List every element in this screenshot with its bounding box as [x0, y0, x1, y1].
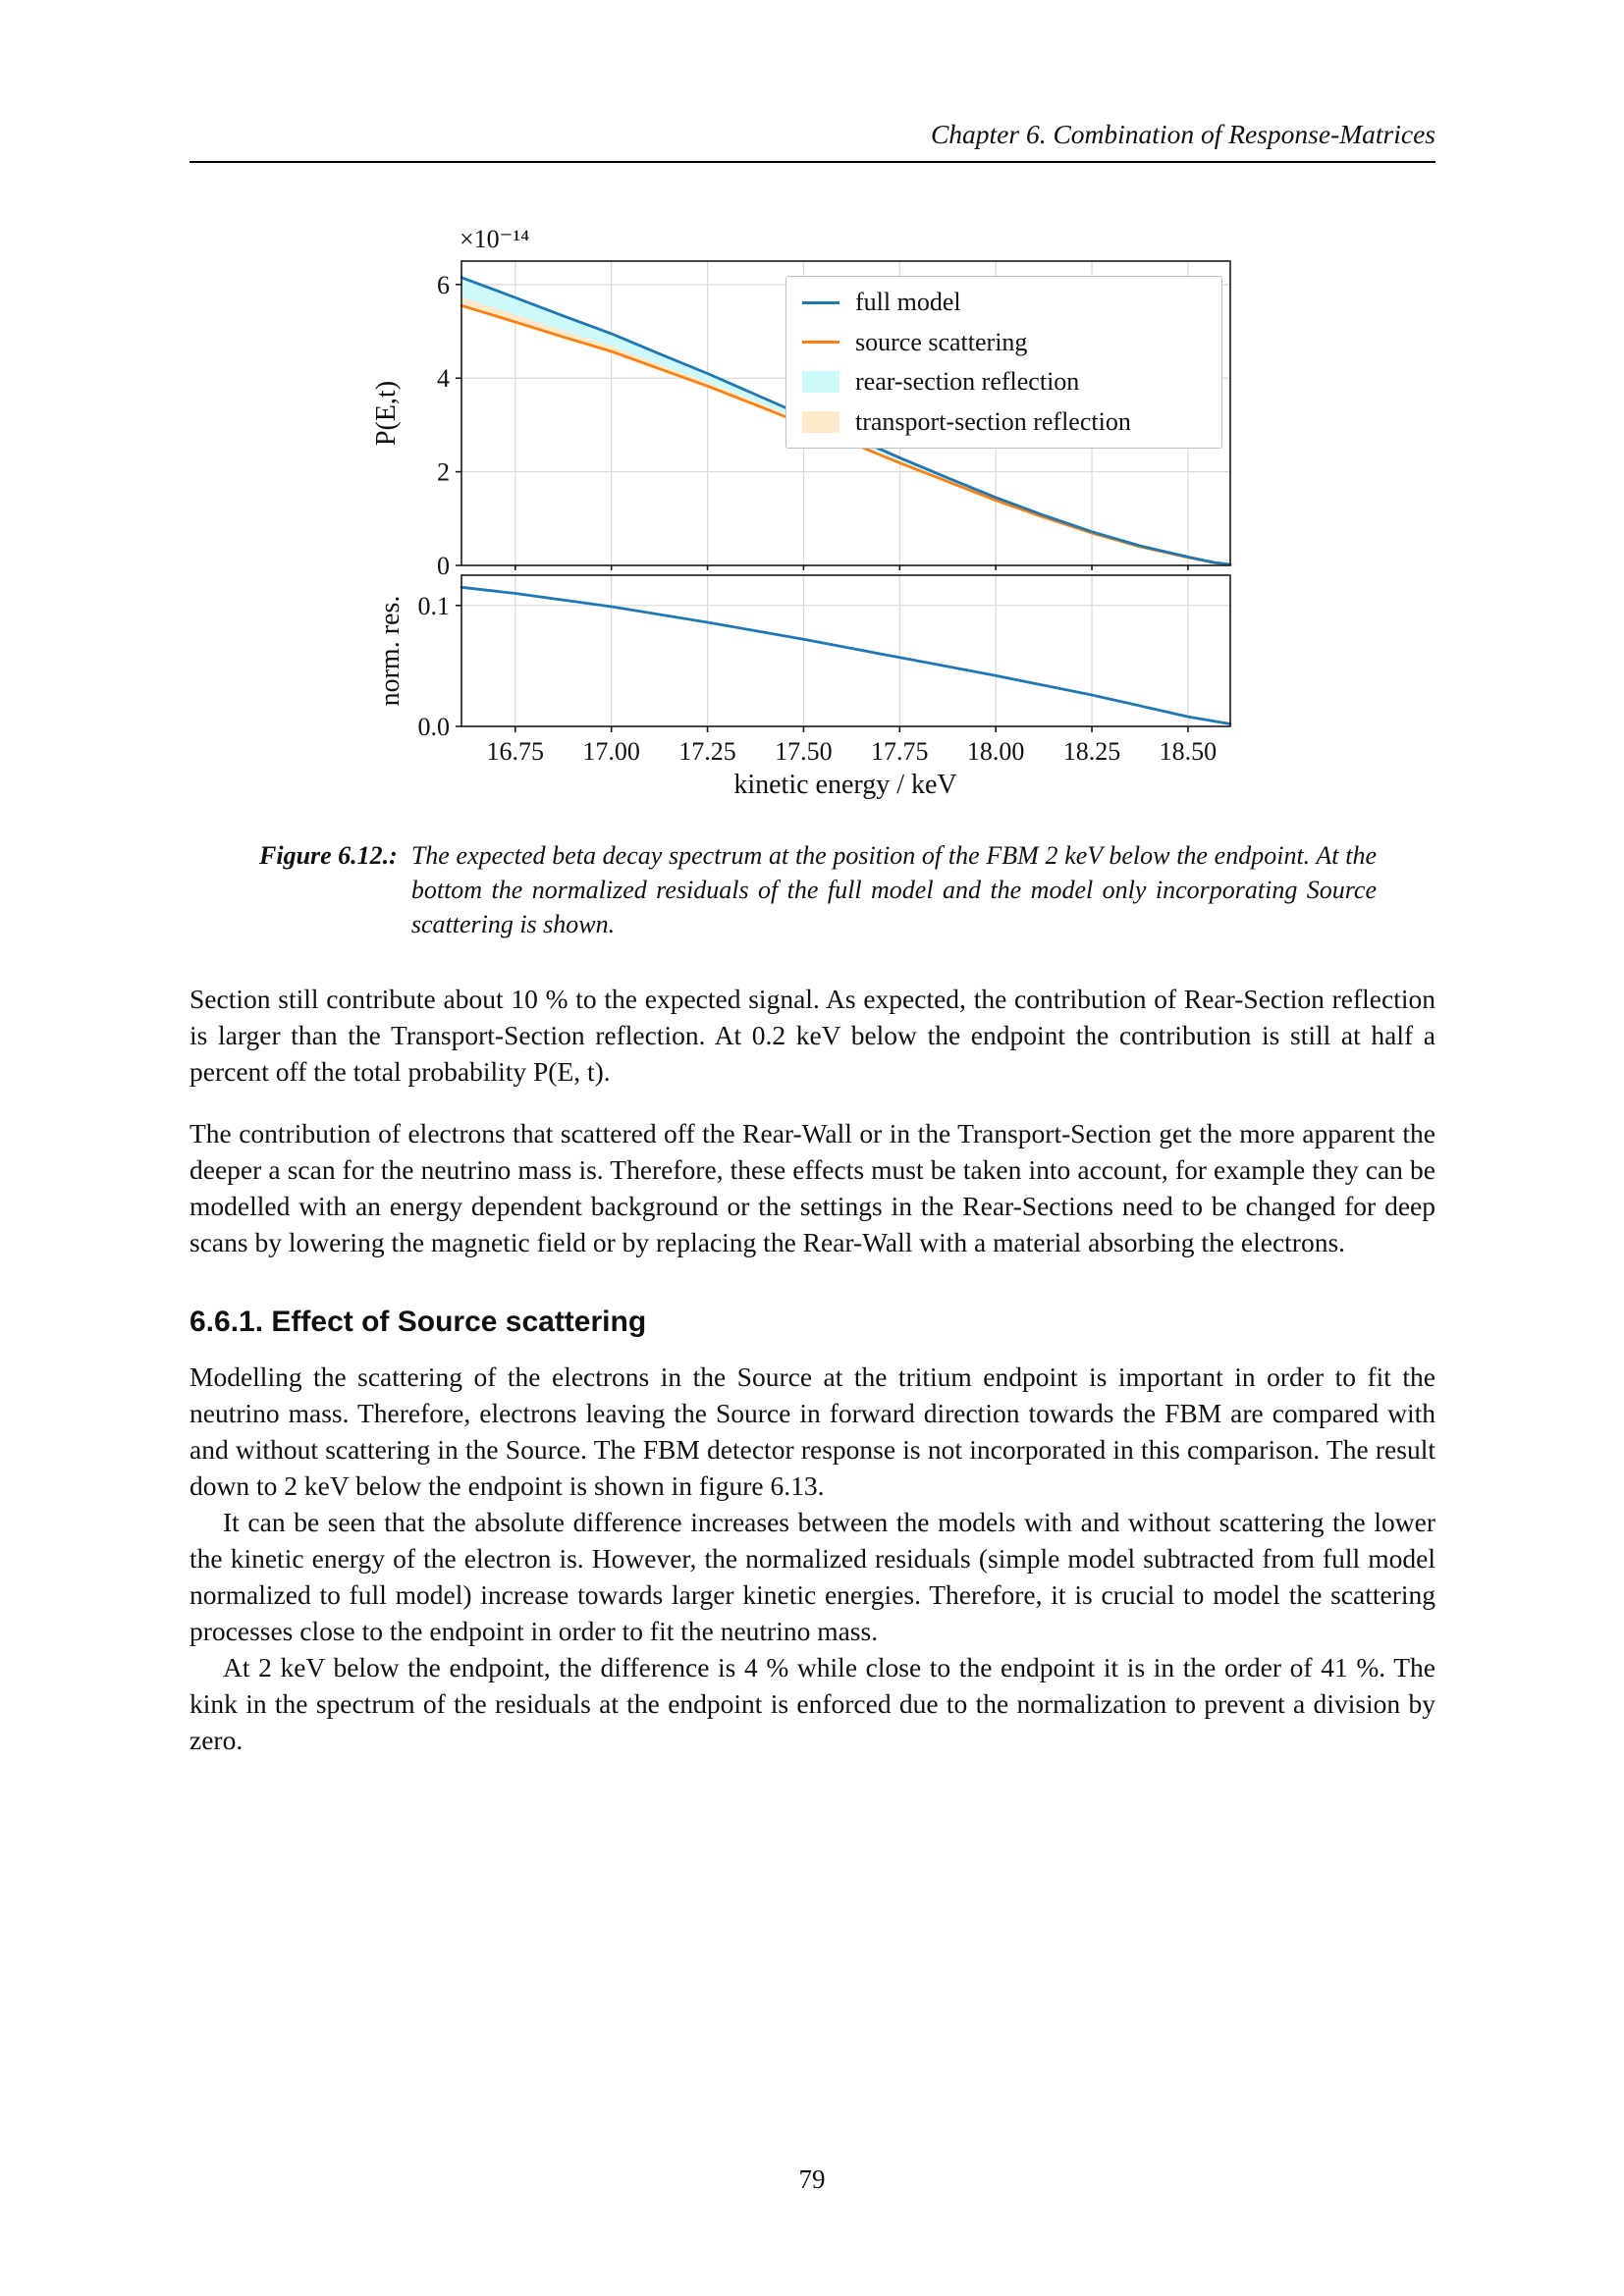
legend-label: transport-section reflection [855, 406, 1131, 436]
paragraph-absolute-difference: It can be seen that the absolute difference increases between the models with and without scattering the lower the kinetic energy of the electron is. However, the normalized residuals (simple model subtracted from full model normalized to full model) increase towards larger kinetic energies. Therefore, it is crucial to model the scattering processes close to the endpoint in order to fit the neutrino mass. [189, 1507, 1435, 1646]
legend-label: rear-section reflection [855, 367, 1080, 397]
svg-text:17.00: 17.00 [582, 737, 640, 766]
svg-text:18.50: 18.50 [1159, 737, 1218, 766]
svg-text:6: 6 [437, 270, 450, 299]
figure-caption-text: The expected beta decay spectrum at the position of the FBM 2 keV below the endpoint. At the bottom the normalized residuals of the full model and the model only incorporating Source scattering is shown. [410, 841, 1377, 938]
svg-text:0.0: 0.0 [417, 713, 450, 741]
paragraph-kink-normalization: At 2 keV below the endpoint, the difference is 4 % while close to the endpoint it is in the order of 41 %. The kink in the spectrum of the residuals at the endpoint is enforced due to the normalization to prevent a division by zero. [189, 1652, 1435, 1755]
legend-item-source-scattering [786, 328, 1221, 357]
y-offset-text: ×10⁻¹⁴ [460, 225, 530, 253]
legend-item-full-model [786, 288, 1221, 317]
paragraph-source-scattering-intro: Modelling the scattering of the electrons in the Source at the tritium endpoint is important in order to fit the neutrino mass. Therefore, electrons leaving the Source in forward direction towards the FBM are compared with and without scattering in the Source. The FBM detector response is not incorporated in this comparison. The result down to 2 keV below the endpoint is shown in figure 6.13. [189, 1362, 1435, 1501]
paragraph-rear-wall-scattering: The contribution of electrons that scattered off the Rear-Wall or in the Transport-Section get the more apparent the deeper a scan for the neutrino mass is. Therefore, these effects must be taken into account, for example they can be modelled with an energy dependent background or the settings in the Rear-Sections need to be changed for deep scans by lowering the magnetic field or by replacing the Rear-Wall with a material absorbing the electrons. [189, 1118, 1435, 1257]
top-ylabel: P(E,t) [371, 380, 402, 447]
xlabel: kinetic energy / keV [733, 770, 957, 800]
rear-section-patch-swatch [802, 371, 839, 393]
full-model-line-swatch [802, 301, 839, 304]
svg-text:18.00: 18.00 [966, 737, 1025, 766]
svg-text:0.1: 0.1 [417, 591, 450, 620]
svg-text:18.25: 18.25 [1062, 737, 1121, 766]
page-content [189, 118, 1435, 1758]
bottom-axes-frame [461, 575, 1230, 726]
svg-text:17.25: 17.25 [678, 737, 736, 766]
figure-caption-label: Figure 6.12.: [259, 841, 398, 870]
svg-text:4: 4 [437, 364, 450, 394]
bottom-ylabel: norm. res. [375, 595, 406, 707]
running-header [189, 118, 1435, 163]
svg-text:0: 0 [437, 552, 450, 580]
paragraph-section-contribution: Section still contribute about 10 % to the expected signal. As expected, the contribution of Rear-Section reflection is larger than the Transport-Section reflection. At 0.2 keV below the endpoint the contribution is still at half a percent off the total probability P(E, t). [189, 984, 1435, 1087]
legend-label: full model [855, 288, 961, 317]
legend-label: source scattering [855, 327, 1028, 356]
page-number: 79 [798, 2164, 826, 2194]
legend-item-rear-section-reflection [786, 367, 1221, 397]
chapter-header-text: Chapter 6. Combination of Response-Matrices [930, 119, 1435, 149]
figure-caption [259, 838, 1377, 941]
svg-text:16.75: 16.75 [486, 737, 545, 766]
chart-legend [785, 276, 1222, 449]
legend-item-transport-section-reflection [786, 407, 1221, 437]
section-heading-6-6-1: 6.6.1. Effect of Source scattering [189, 1306, 647, 1338]
source-scattering-line-swatch [802, 341, 839, 344]
svg-text:2: 2 [437, 457, 450, 487]
figure-6-12 [189, 224, 1435, 941]
svg-text:17.75: 17.75 [871, 737, 929, 766]
transport-section-patch-swatch [802, 411, 839, 433]
svg-text:17.50: 17.50 [775, 737, 833, 766]
bottom-plot-gridlines [461, 575, 1230, 726]
